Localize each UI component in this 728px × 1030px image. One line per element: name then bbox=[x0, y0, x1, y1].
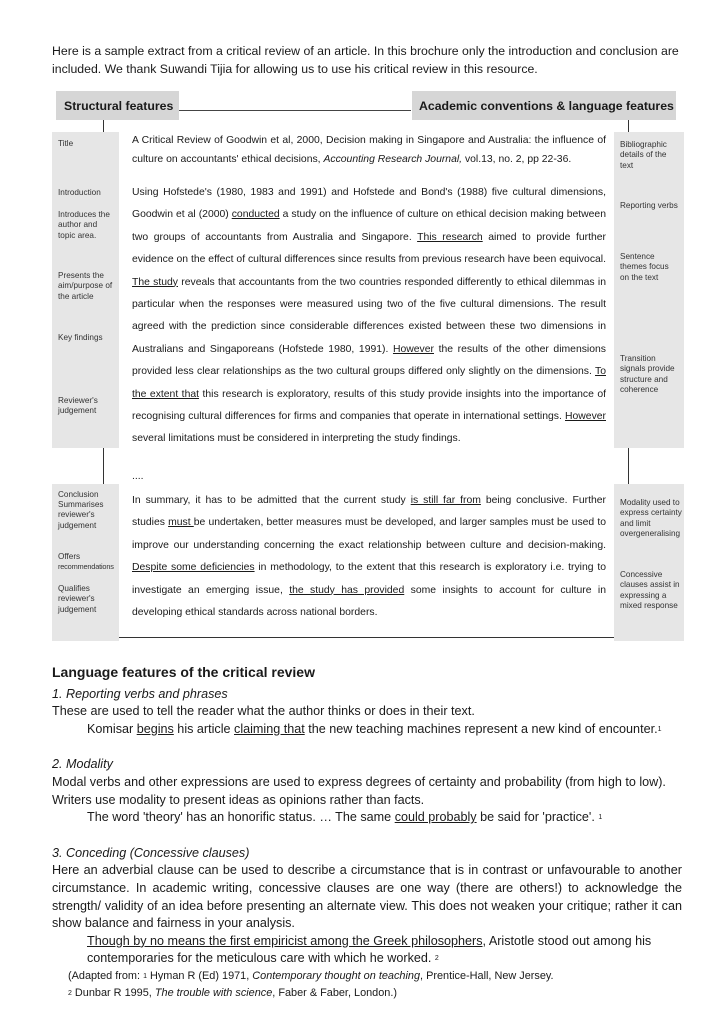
label-title: Title bbox=[58, 139, 74, 148]
ellipsis: .... bbox=[132, 471, 144, 482]
reference-1: (Adapted from: $^1$ Hyman R (Ed) 1971, Contemporary thought on teaching, Prentice-Hall, New Jersey. bbox=[68, 969, 554, 982]
introduction-paragraph: Using Hofstede's (1980, 1983 and 1991) and Hofstede and Bond's (1988) five cultural dimensions, Goodwin et al (2000) conducted a study on the influence of culture on ethical decision making between two groups of accountants from Australia and Singapore. This research aimed to provide further evidence on the effect of cultural differences since results from previous research have been equivocal. The study reveals that accountants from the two countries responded differently to ethical dilemmas in particular when the responses were measured using two of the five cultural dimensions. The result agreed with the prediction since considerable differences existed between these two dimensions in Australians and Singaporeans (Hofstede 1980, 1991). However the results of the other dimensions provided less clear relationships as the two cultural groups differed only slightly on the dimensions. To the extent that this research is exploratory, results of this study provide insights into the importance of recognising cultural differences for firms and companies that operate in international settings. However several limitations must be considered in interpreting the study findings. bbox=[132, 187, 606, 445]
title-text: A Critical Review of Goodwin et al, 2000, Decision making in Singapore and Australia: the influence of culture on accountants' ethical decisions, bbox=[132, 135, 606, 165]
section-2-title: 2. Modality bbox=[52, 757, 113, 772]
academic-conventions-header bbox=[412, 91, 676, 120]
label-summarises: Summarises reviewer's judgement bbox=[58, 500, 104, 530]
header-divider bbox=[179, 110, 411, 111]
section-1-title: 1. Reporting verbs and phrases bbox=[52, 686, 228, 701]
structural-features-header bbox=[56, 91, 179, 120]
label-modality: Modality used to express certainty and limit overgeneralising bbox=[620, 498, 682, 539]
label-introduction: Introduction bbox=[58, 188, 101, 197]
left-labels-panel-bottom bbox=[52, 484, 119, 641]
title-details: vol.13, no. 2, pp 22-36. bbox=[462, 154, 572, 165]
modality-has-provided: the study has provided bbox=[289, 584, 405, 596]
section-3-text: Here an adverbial clause can be used to describe a circumstance that is in contrast or unfavourable to another circumstance. In academic writing, concessive clauses are one way (there are others!) to acknowledge the strength/ validity of an idea before presenting an alternate view. This does not weaken your critique; rather it can show balance and fairness in your analysis. bbox=[52, 863, 682, 931]
label-introduces: Introduces the author and topic area. bbox=[58, 210, 110, 240]
article-title-block bbox=[132, 131, 606, 169]
theme-this-research: This research bbox=[417, 231, 483, 243]
intro-text: Here is a sample extract from a critical review of an article. In this brochure only the introduction and conclusion are included. We thank Suwandi Tijia for allowing us to use his critical review in this resource. bbox=[52, 44, 679, 76]
section-1-example: Komisar begins his article claiming that the new teaching machines represent a new kind of encounter.$^1$ bbox=[87, 721, 662, 736]
section-1-text: These are used to tell the reader what the author thinks or does in their text. bbox=[52, 704, 475, 719]
label-concessive: Concessive clauses assist in expressing a mixed response bbox=[620, 570, 680, 611]
theme-the-study: The study bbox=[132, 276, 178, 288]
transition-however-2: However bbox=[565, 411, 606, 423]
section-2-example: The word 'theory' has an honorific status. … The same could probably be said for 'practice'. $^1$ bbox=[87, 810, 603, 825]
conclusion-paragraph: In summary, it has to be admitted that the current study is still far from being conclusive. Further studies must be undertaken, better measures must be developed, and larger samples must be used to improve our understanding concerning the exact relationship between culture and decision-making. Despite some deficiencies in methodology, to the extent that this research is exploratory i.e. trying to investigate an emerging issue, the study has provided some insights to account for culture in developing ethical standards across national borders. bbox=[132, 495, 607, 619]
connector-line bbox=[103, 448, 104, 484]
language-features-heading: Language features of the critical review bbox=[52, 664, 315, 680]
connector-line bbox=[628, 120, 629, 132]
reporting-verb-conducted: conducted bbox=[231, 209, 280, 221]
label-reviewers-judgement: Reviewer's judgement bbox=[58, 396, 98, 416]
label-transition-signals: Transition signals provide structure and coherence bbox=[620, 354, 675, 395]
label-key-findings: Key findings bbox=[58, 333, 103, 342]
label-reporting-verbs: Reporting verbs bbox=[620, 201, 678, 210]
label-conclusion: Conclusion bbox=[58, 490, 99, 499]
academic-conventions-label: Academic conventions & language features bbox=[419, 99, 674, 113]
transition-to-the-extent-that: To the extent that bbox=[132, 366, 606, 400]
left-labels-panel-top bbox=[52, 132, 119, 448]
modality-still-far-from: is still far from bbox=[410, 495, 481, 506]
label-bibliographic: Bibliographic details of the text bbox=[620, 140, 667, 170]
reference-2: $^2$ Dunbar R 1995, The trouble with science, Faber & Faber, London.) bbox=[68, 986, 398, 999]
modality-must: must bbox=[168, 517, 194, 529]
table-bottom-rule bbox=[119, 637, 614, 638]
transition-however: However bbox=[392, 343, 434, 355]
structural-features-label: Structural features bbox=[64, 99, 174, 113]
language-features-section bbox=[52, 664, 682, 1002]
label-recommendations: recommendations bbox=[58, 562, 114, 571]
journal-name: Accounting Research Journal, bbox=[323, 154, 463, 165]
right-labels-panel-bottom bbox=[614, 484, 684, 641]
label-sentence-themes: Sentence themes focus on the text bbox=[620, 252, 669, 282]
label-presents: Presents the aim/purpose of the article bbox=[58, 271, 113, 301]
connector-line bbox=[628, 448, 629, 484]
section-2-text: Modal verbs and other expressions are used to express degrees of certainty and probability (from high to low). Writers use modality to present ideas as opinions rather than facts. bbox=[52, 774, 666, 807]
connector-line bbox=[103, 120, 104, 132]
right-labels-panel-top bbox=[614, 132, 684, 448]
section-3-example: Though by no means the first empiricist among the Greek philosophers, Aristotle stood out among his contemporaries for the meticulous care with which he worked. $^2$ bbox=[87, 933, 652, 966]
label-qualifies: Qualifies reviewer's judgement bbox=[58, 584, 97, 614]
concession-despite: Despite some deficiencies bbox=[132, 562, 255, 574]
section-3-title: 3. Conceding (Concessive clauses) bbox=[52, 845, 250, 860]
label-offers: Offers bbox=[58, 552, 81, 561]
